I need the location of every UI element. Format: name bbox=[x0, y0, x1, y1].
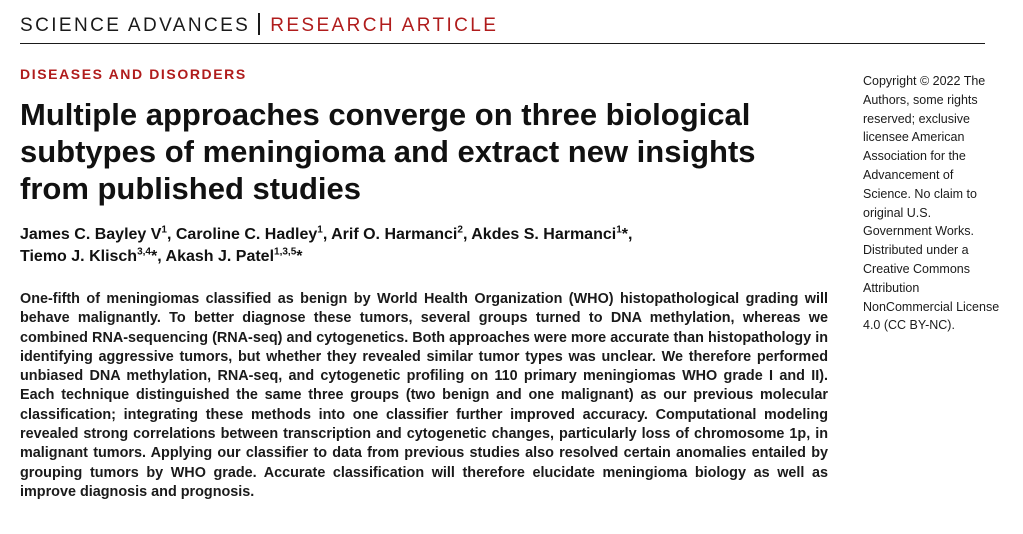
author-list bbox=[20, 224, 820, 268]
author-name: Tiemo J. Klisch bbox=[20, 248, 138, 265]
author-separator: , bbox=[157, 248, 166, 265]
author-name: James C. Bayley V bbox=[20, 226, 162, 243]
corresponding-author-mark: * bbox=[296, 248, 303, 265]
author-affiliation: 1 bbox=[161, 224, 167, 236]
author-name: Akdes S. Harmanci bbox=[471, 226, 617, 243]
corresponding-author-mark: * bbox=[150, 248, 158, 265]
author-name: Caroline C. Hadley bbox=[175, 226, 318, 243]
copyright-notice: Copyright © 2022 The Authors, some rights reserved; exclusive licensee American Association for the Advancement of Science. No claim to original U.S. Government Works. Distributed under a Creative Commons Attribution NonCommercial License 4.0 (CC BY-NC). bbox=[863, 74, 1000, 333]
author-affiliation: 3,4 bbox=[137, 246, 151, 258]
author-separator: , bbox=[627, 226, 633, 243]
article-title: Multiple approaches converge on three biological subtypes of meningioma and extract new insights from published studies bbox=[20, 97, 756, 206]
article-type: RESEARCH ARTICLE bbox=[270, 15, 499, 36]
author-affiliation: 1 bbox=[616, 224, 622, 236]
header-rule bbox=[20, 43, 985, 44]
author-name: Akash J. Patel bbox=[165, 248, 275, 265]
section-label: DISEASES AND DISORDERS bbox=[20, 66, 247, 82]
author-affiliation: 1 bbox=[317, 224, 323, 236]
header-divider bbox=[258, 13, 260, 35]
journal-name: SCIENCE ADVANCES bbox=[20, 15, 251, 36]
abstract: One-fifth of meningiomas classified as benign by World Health Organization (WHO) histopathological grading will behave malignantly. To better diagnose these tumors, several groups turned to DNA methylation, whereas we combined RNA-sequencing (RNA-seq) and cytogenetics. Both approaches were more accurate than histopathology in identifying aggressive tumors, but whether they revealed similar tumor types was unclear. We therefore performed unbiased DNA methylation, RNA-seq, and cytogenetic profiling on 110 primary meningiomas WHO grade I and II). Each technique distinguished the same three groups (two benign and one malignant) as our previous molecular classification; integrating these methods into one classifier further improved accuracy. Computational modeling revealed strong correlations between transcription and cytogenetic changes, particularly loss of chromosome 1p, in malignant tumors. Applying our classifier to data from previous studies also resolved certain anomalies entailed by grouping tumors by WHO grade. Accurate classification will therefore elucidate meningioma biology as well as improve diagnosis and prognosis. bbox=[20, 291, 828, 500]
corresponding-author-mark: * bbox=[621, 226, 628, 243]
author-affiliation: 2 bbox=[457, 224, 463, 236]
author-separator: , bbox=[166, 226, 176, 243]
journal-header bbox=[20, 12, 498, 40]
author-separator: , bbox=[322, 226, 332, 243]
author-affiliation: 1,3,5 bbox=[274, 246, 297, 258]
author-name: Arif O. Harmanci bbox=[331, 226, 458, 243]
author-separator: , bbox=[462, 226, 472, 243]
